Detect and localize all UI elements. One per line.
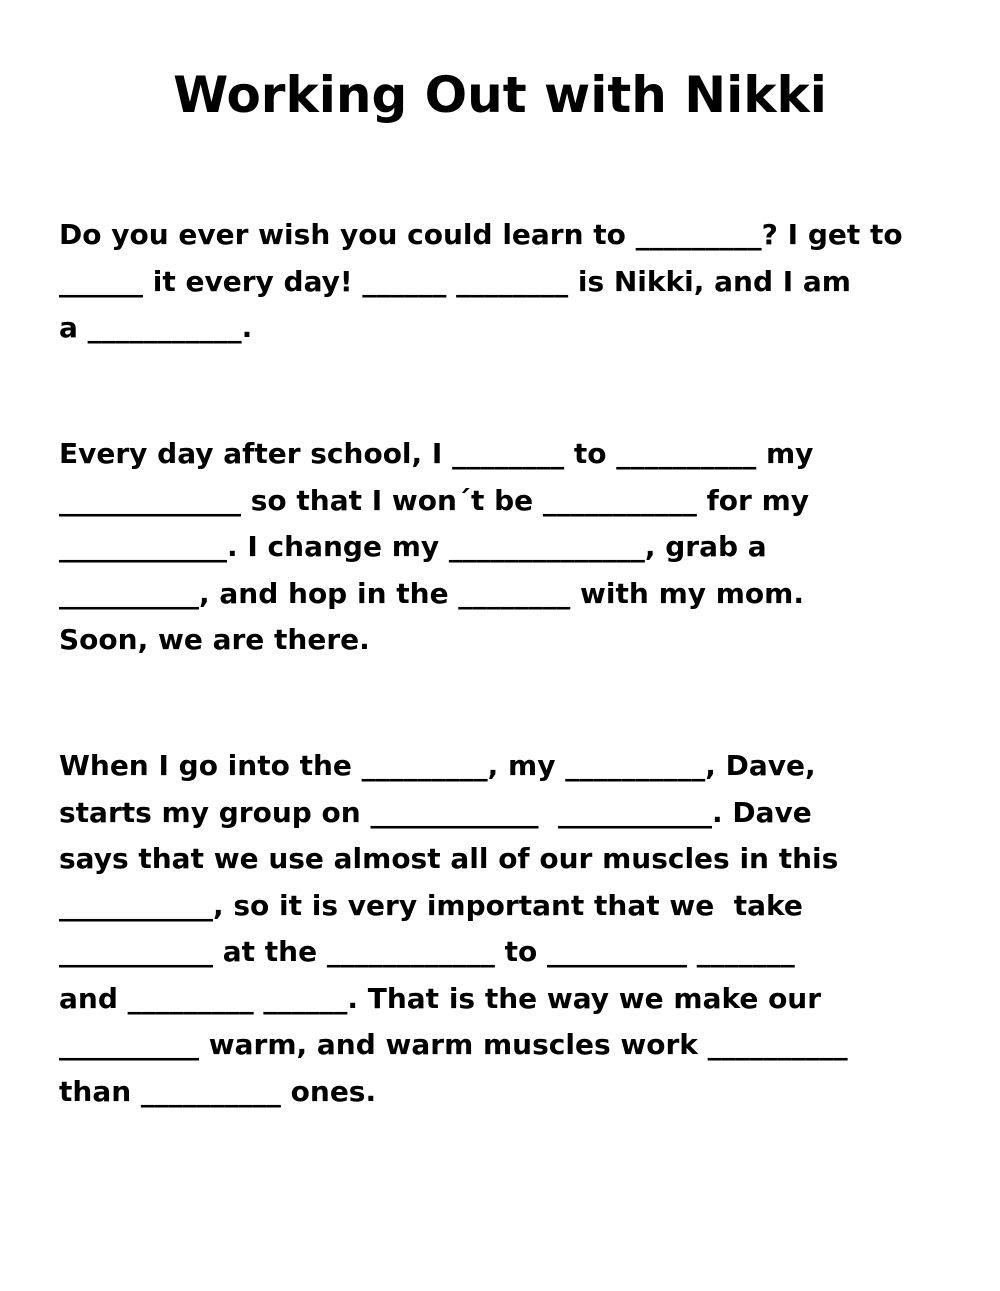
- paragraph-line: ___________, so it is very important that we take: [59, 888, 803, 922]
- paragraph-line: Do you ever wish you could learn to _________? I get to: [59, 218, 903, 251]
- paragraph-line: ______ it every day! ______ ________ is Nikki, and I am: [59, 264, 851, 298]
- paragraph-line: than __________ ones.: [59, 1074, 377, 1108]
- paragraph-2: [59, 431, 939, 664]
- paragraph-line: __________, and hop in the ________ with my mom.: [59, 576, 804, 610]
- paragraph-line: Every day after school, I ________ to __________ my: [59, 437, 814, 470]
- paragraph-line: When I go into the _________, my __________, Dave,: [59, 749, 816, 782]
- worksheet-title: Working Out with Nikki: [173, 66, 827, 124]
- paragraph-line: starts my group on ____________ ___________. Dave: [59, 795, 812, 829]
- paragraph-line: __________ warm, and warm muscles work __________: [59, 1028, 848, 1061]
- paragraph-3: [59, 743, 939, 1115]
- paragraph-line: Soon, we are there.: [59, 623, 370, 656]
- paragraph-line: ___________ at the ____________ to __________ _______: [59, 935, 795, 968]
- paragraph-line: _____________ so that I won´t be ___________ for my: [59, 483, 810, 517]
- paragraph-line: ____________. I change my ______________, grab a: [59, 530, 767, 563]
- paragraph-1: [59, 212, 939, 352]
- paragraph-line: says that we use almost all of our muscles in this: [59, 842, 839, 875]
- paragraph-line: a ___________.: [59, 311, 253, 344]
- paragraph-line: and _________ ______. That is the way we make our: [59, 981, 822, 1015]
